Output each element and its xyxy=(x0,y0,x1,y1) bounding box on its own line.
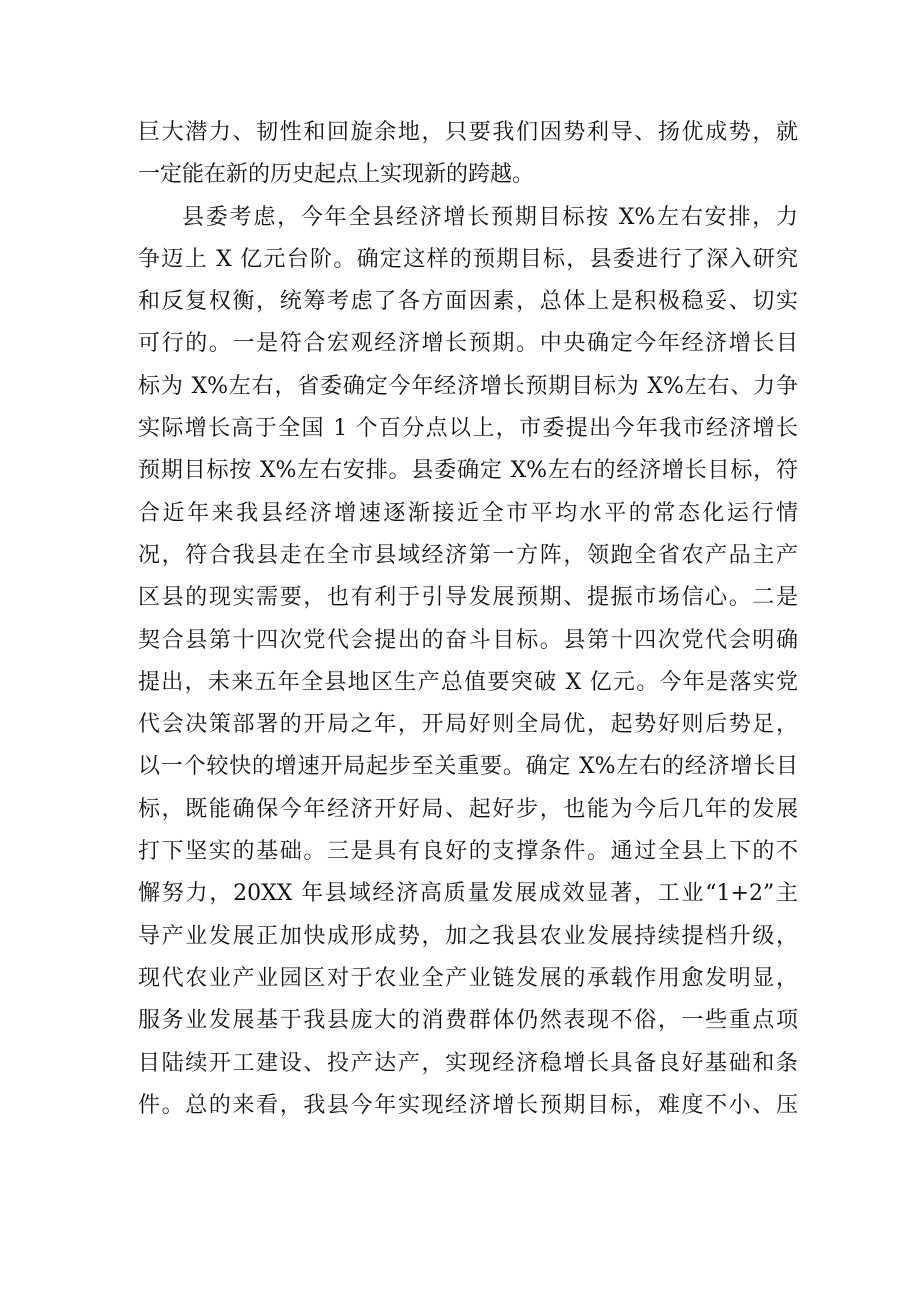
text-line: 况，符合我县走在全市县域经济第一方阵，领跑全省农产品主产 xyxy=(138,542,798,568)
text-line: 导产业发展正加快成形成势，加之我县农业发展持续提档升级， xyxy=(138,923,798,949)
text-line: 现代农业产业园区对于农业全产业链发展的承载作用愈发明显， xyxy=(138,965,798,991)
text-line: 懈努力，20XX 年县域经济高质量发展成效显著，工业“1+2”主 xyxy=(138,881,798,907)
text-line: 和反复权衡，统筹考虑了各方面因素，总体上是积极稳妥、切实 xyxy=(138,289,798,315)
text-line: 标为 X%左右，省委确定今年经济增长预期目标为 X%左右、力争 xyxy=(138,373,798,399)
text-line: 提出，未来五年全县地区生产总值要突破 X 亿元。今年是落实党 xyxy=(138,669,798,695)
text-line: 服务业发展基于我县庞大的消费群体仍然表现不俗，一些重点项 xyxy=(138,1008,798,1034)
text-line: 实际增长高于全国 1 个百分点以上，市委提出今年我市经济增长 xyxy=(138,416,798,442)
text-line: 区县的现实需要，也有利于引导发展预期、提振市场信心。二是 xyxy=(138,585,798,611)
text-line: 巨大潜力、韧性和回旋余地，只要我们因势利导、扬优成势，就 xyxy=(138,120,798,145)
text-line: 一定能在新的历史起点上实现新的跨越。 xyxy=(138,162,535,188)
text-line: 合近年来我县经济增速逐渐接近全市平均水平的常态化运行情 xyxy=(138,500,798,526)
text-line: 件。总的来看，我县今年实现经济增长预期目标，难度不小、压 xyxy=(138,1092,798,1118)
document-body xyxy=(138,112,798,1127)
text-line: 以一个较快的增速开局起步至关重要。确定 X%左右的经济增长目 xyxy=(138,754,798,780)
text-line: 打下坚实的基础。三是具有良好的支撑条件。通过全县上下的不 xyxy=(138,839,798,865)
text-line: 可行的。一是符合宏观经济增长预期。中央确定今年经济增长目 xyxy=(138,331,798,357)
paragraph-first-line: 县委考虑，今年全县经济增长预期目标按 X%左右安排，力 xyxy=(182,204,798,230)
text-line: 争迈上 X 亿元台阶。确定这样的预期目标，县委进行了深入研究 xyxy=(138,246,798,272)
text-line: 预期目标按 X%左右安排。县委确定 X%左右的经济增长目标，符 xyxy=(138,458,798,484)
text-line: 代会决策部署的开局之年，开局好则全局优，起势好则后势足， xyxy=(138,712,798,738)
text-line: 标，既能确保今年经济开好局、起好步，也能为今后几年的发展 xyxy=(138,796,798,822)
text-line: 目陆续开工建设、投产达产，实现经济稳增长具备良好基础和条 xyxy=(138,1050,798,1076)
text-line: 契合县第十四次党代会提出的奋斗目标。县第十四次党代会明确 xyxy=(138,627,798,653)
